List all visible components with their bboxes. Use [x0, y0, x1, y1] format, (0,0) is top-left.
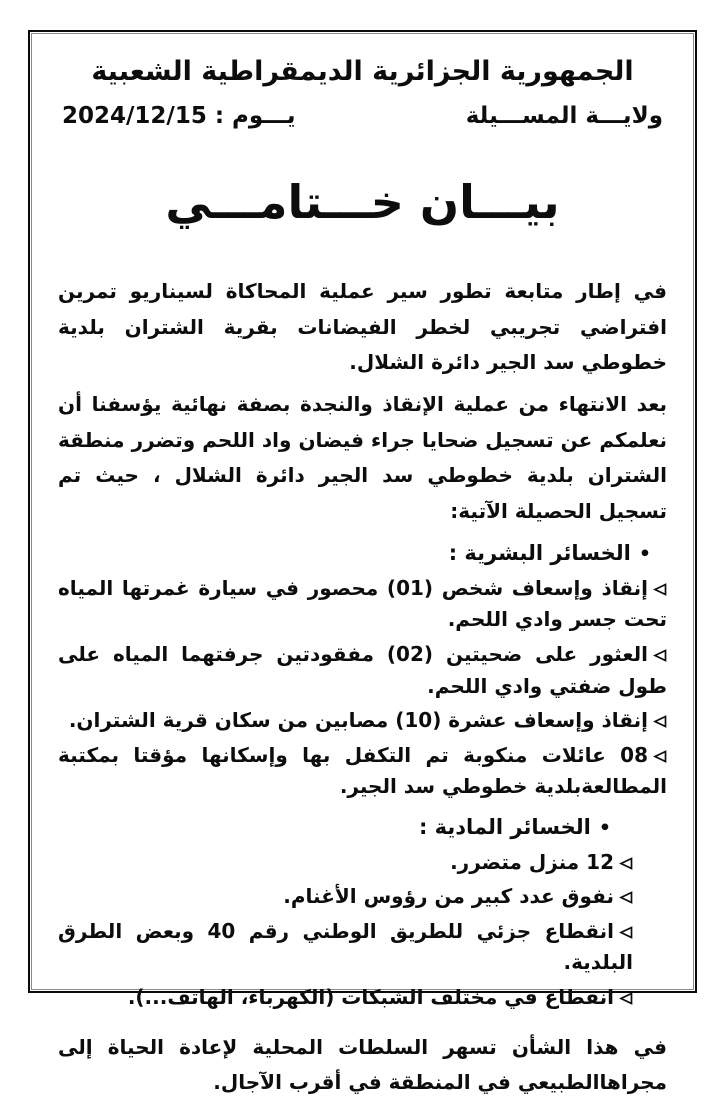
arrow-bullet-icon [653, 649, 667, 662]
arrow-bullet-icon [653, 715, 667, 728]
arrow-bullet-icon [653, 750, 667, 763]
closing-paragraph: في هذا الشأن تسهر السلطات المحلية لإعادة الحياة إلى مجراهاالطبيعي في المنطقة في أقرب الآجال. [58, 1034, 667, 1095]
arrow-bullet-icon [619, 857, 633, 870]
list-item: العثور على ضحيتين (02) مفقودتين جرفتهما المياه على طول ضفتي وادي اللحم. [58, 642, 667, 698]
date-label: يـــوم : 2024/12/15 [62, 103, 296, 129]
human-losses-list [58, 573, 667, 803]
republic-header: الجمهورية الجزائرية الديمقراطية الشعبية [91, 56, 634, 87]
document-meta-row [58, 103, 667, 129]
material-losses-heading-label: الخسائر المادية : [418, 815, 591, 840]
list-item: إنقاذ وإسعاف شخص (01) محصور في سيارة غمرتها المياه تحت جسر وادي اللحم. [58, 575, 667, 632]
arrow-bullet-icon [619, 926, 633, 939]
arrow-bullet-icon [653, 583, 667, 596]
intro-paragraph-2: بعد الانتهاء من عملية الإنقاذ والنجدة بصفة نهائية يؤسفنا أن نعلمكم عن تسجيل ضحايا جراء فيضان واد اللحم وتضرر منطقة الشتران بلدية خطوطي سد الجير دائرة الشلال ، حيث تم تسجيل الحصيلة الآتية: [58, 391, 667, 523]
list-item: 12 منزل متضرر. [58, 847, 633, 879]
bullet-icon: • [598, 817, 611, 840]
material-losses-list [58, 847, 667, 1014]
arrow-bullet-icon [619, 992, 633, 1005]
bullet-icon: • [638, 543, 651, 566]
material-losses-heading [58, 811, 667, 844]
list-item: إنقاذ وإسعاف عشرة (10) مصابين من سكان قرية الشتران. [58, 705, 667, 737]
list-item: انقطاع جزئي للطريق الوطني رقم 40 وبعض الطرق البلدية. [58, 918, 633, 975]
list-item: نفوق عدد كبير من رؤوس الأغنام. [58, 881, 633, 913]
list-item: 08 عائلات منكوبة تم التكفل بها وإسكانها مؤقتا بمكتبة المطالعةبلدية خطوطي سد الجير. [58, 742, 667, 799]
document-page [44, 30, 681, 1101]
intro-paragraph-1: في إطار متابعة تطور سير عملية المحاكاة لسيناريو تمرين افتراضي تجريبي لخطر الفيضانات بقرية الشتران بلدية خطوطي سد الجير دائرة الشلال. [58, 279, 667, 375]
human-losses-heading [58, 537, 667, 570]
arrow-bullet-icon [619, 891, 633, 904]
wilaya-label: ولايـــة المســـيلة [465, 103, 663, 129]
page-title: بيـــان خـــتامـــي [165, 175, 560, 229]
human-losses-heading-label: الخسائر البشرية : [448, 541, 631, 566]
list-item: انقطاع في مختلف الشبكات (الكهرباء، الهاتف...). [58, 982, 633, 1014]
